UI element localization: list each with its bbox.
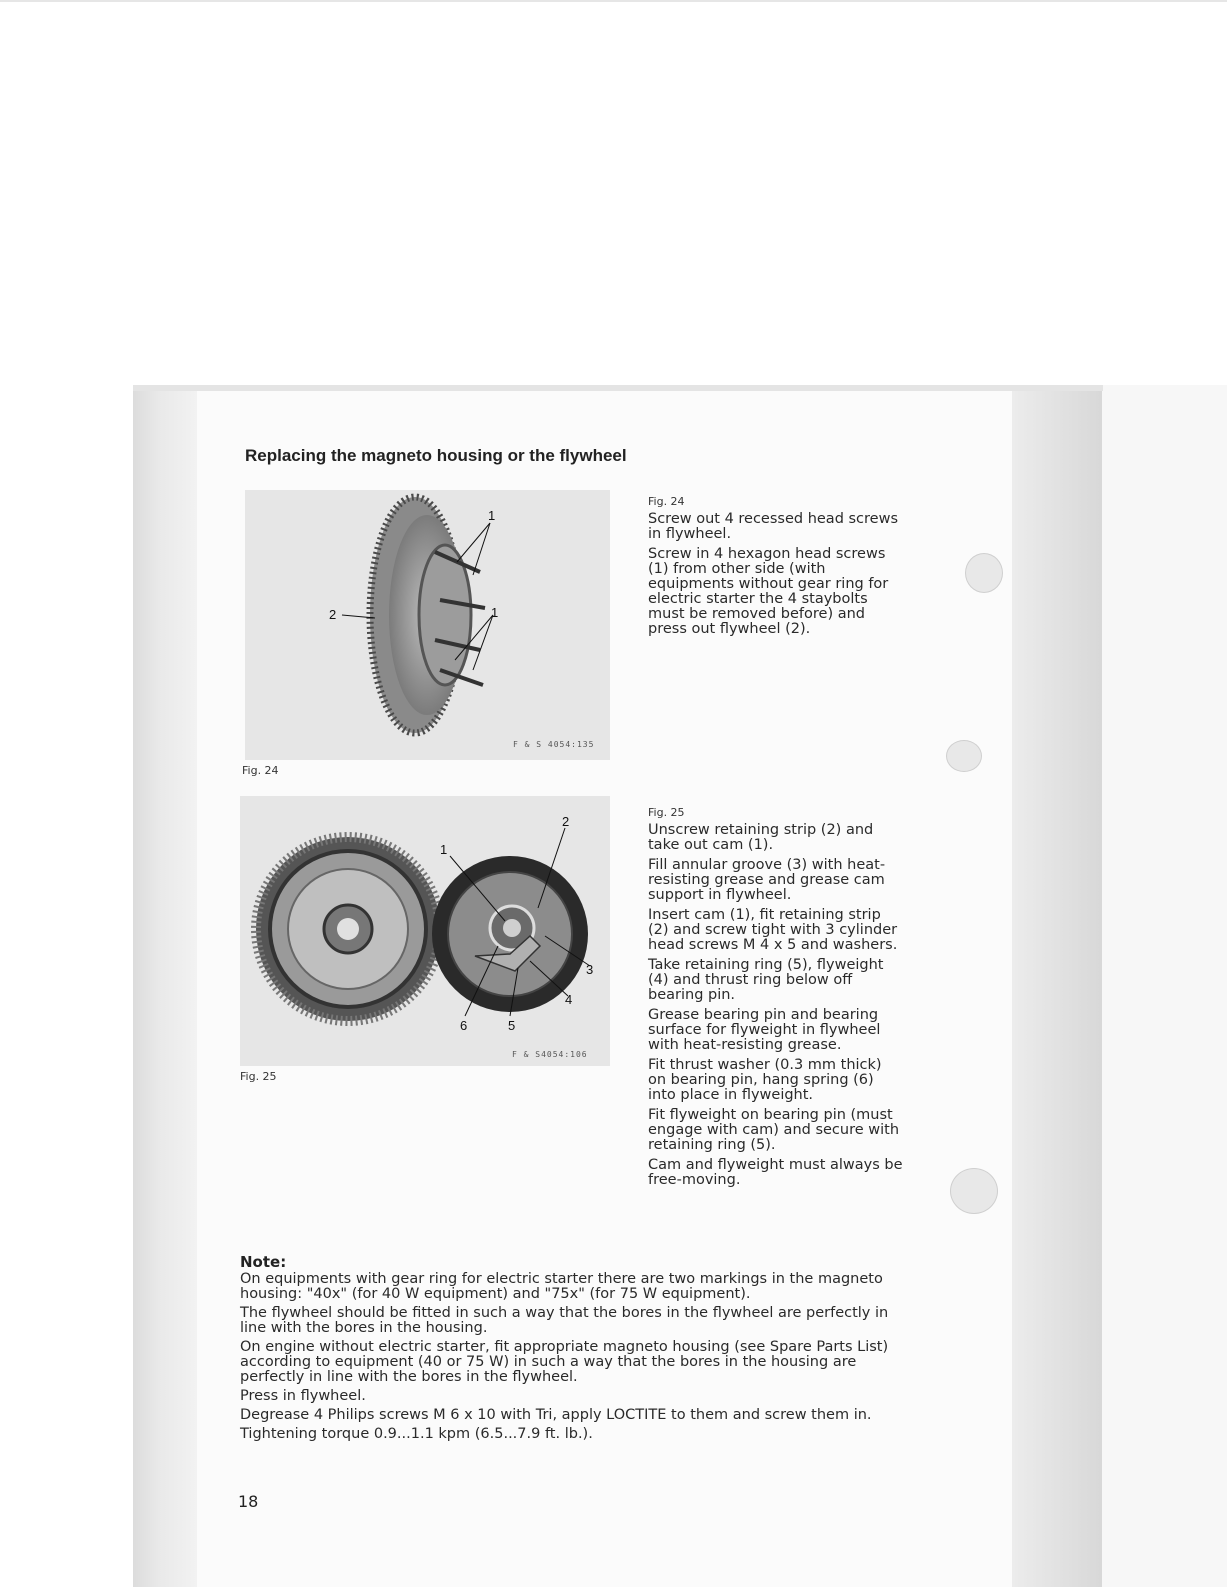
top-edge-line <box>0 0 1227 2</box>
flywheel-parts-illustration <box>240 796 610 1066</box>
note-paragraph-1: On equipments with gear ring for electric starter there are two markings in the magneto housing: "40x" (for 40 W equipment) and "75x" (for 75 W equipment). <box>240 1271 883 1302</box>
fig25-caption: Fig. 25 <box>240 1070 277 1083</box>
fig25-callout-1: 1 <box>440 842 448 857</box>
fig24-text-label: Fig. 24 <box>648 495 685 508</box>
binding-shadow-right <box>1012 385 1102 1587</box>
fig24-callout-1-bottom: 1 <box>491 605 499 620</box>
fig25-callout-6: 6 <box>460 1018 468 1033</box>
fig25-callout-3: 3 <box>586 962 594 977</box>
fig25-text-label: Fig. 25 <box>648 806 685 819</box>
binding-shadow-left <box>133 385 197 1587</box>
fig25-callout-4: 4 <box>565 992 573 1007</box>
note-paragraph-3: On engine without electric starter, fit appropriate magneto housing (see Spare Parts List) according to equipment (40 or 75 W) in such a way that the bores in the housing are perfectly in line with the bores in the flywheel. <box>240 1339 889 1385</box>
fig25-callout-2: 2 <box>562 814 570 829</box>
fig24-callout-2: 2 <box>329 607 337 622</box>
fig25-instructions <box>648 805 904 1193</box>
page-number: 18 <box>238 1492 259 1511</box>
fig25-callout-5: 5 <box>508 1018 516 1033</box>
fig25-step-7: Fit flyweight on bearing pin (must engage with cam) and secure with retaining ring (5). <box>648 1107 900 1153</box>
fig24-step-2: Screw in 4 hexagon head screws (1) from other side (with equipments without gear ring for electric starter the 4 staybolts must be removed before) and press out flywheel (2). <box>648 546 889 637</box>
note-paragraph-2: The flywheel should be fitted in such a way that the bores in the flywheel are perfectly in line with the bores in the housing. <box>240 1305 889 1336</box>
fig25-step-5: Grease bearing pin and bearing surface for flyweight in flywheel with heat-resisting grease. <box>648 1007 881 1053</box>
fig25-step-3: Insert cam (1), fit retaining strip (2) and screw tight with 3 cylinder head screws M 4 x 5 and washers. <box>648 907 898 953</box>
fig24-photo <box>245 490 610 760</box>
fig24-photo-code: F & S 4054:135 <box>513 740 595 749</box>
note-title: Note: <box>240 1253 287 1271</box>
note-paragraph-4: Press in flywheel. <box>240 1388 366 1404</box>
punch-hole-top <box>965 553 1003 593</box>
fig25-step-2: Fill annular groove (3) with heat-resisting grease and grease cam support in flywheel. <box>648 857 886 903</box>
fig25-step-1: Unscrew retaining strip (2) and take out cam (1). <box>648 822 874 853</box>
fig25-step-4: Take retaining ring (5), flyweight (4) and thrust ring below off bearing pin. <box>648 957 884 1003</box>
fig24-caption: Fig. 24 <box>242 764 279 777</box>
note-paragraph-6: Tightening torque 0.9...1.1 kpm (6.5...7.9 ft. lb.). <box>240 1426 593 1442</box>
punch-hole-bottom <box>950 1168 998 1214</box>
fig25-photo-code: F & S4054:106 <box>512 1050 588 1059</box>
flywheel-side-illustration <box>245 490 610 760</box>
page-heading: Replacing the magneto housing or the flywheel <box>245 446 627 465</box>
fig24-step-1: Screw out 4 recessed head screws in flywheel. <box>648 511 899 542</box>
note-paragraph-5: Degrease 4 Philips screws M 6 x 10 with Tri, apply LOCTITE to them and screw them in. <box>240 1407 872 1423</box>
fig25-photo <box>240 796 610 1066</box>
punch-hole-middle <box>946 740 982 772</box>
fig24-instructions <box>648 494 904 642</box>
note-body <box>240 1272 900 1446</box>
fig25-step-8: Cam and flyweight must always be free-moving. <box>648 1157 903 1188</box>
fig24-callout-1-top: 1 <box>488 508 496 523</box>
scan-margin-right <box>1102 385 1227 1587</box>
fig25-step-6: Fit thrust washer (0.3 mm thick) on bearing pin, hang spring (6) into place in flyweight. <box>648 1057 882 1103</box>
